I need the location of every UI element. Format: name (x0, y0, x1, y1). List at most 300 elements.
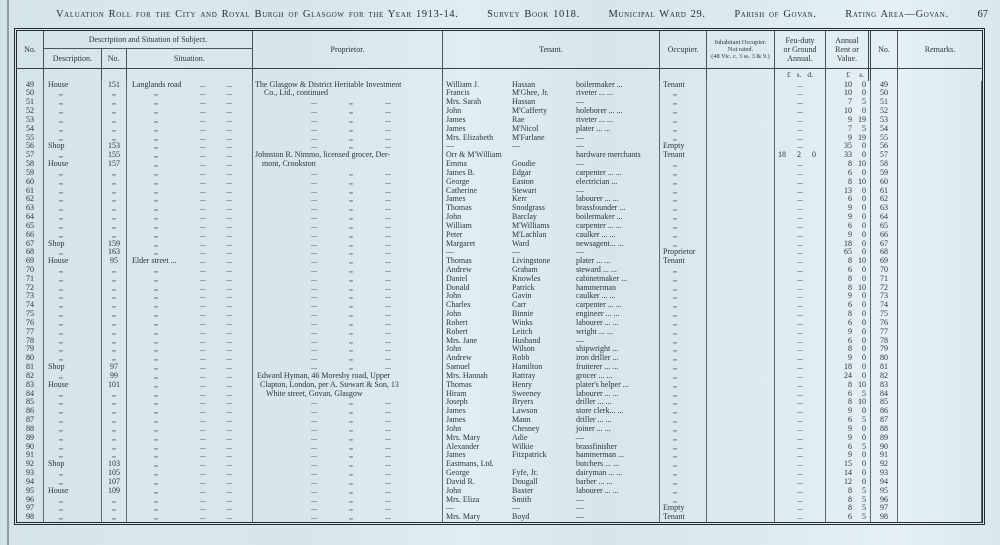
rent-shillings: 0 (862, 195, 866, 204)
cell-entry-no-right: 52 (871, 107, 898, 116)
cell-description: ,, (44, 337, 102, 346)
cell-situation: ,, ... ... (127, 398, 253, 407)
tenant-first-name: — (446, 504, 454, 513)
tenant-surname: Gavin (512, 292, 532, 301)
rent-shillings: 0 (862, 318, 866, 327)
cell-entry-no-right: 95 (871, 487, 898, 496)
cell-description: ,, (44, 345, 102, 354)
cell-entry-no-right: 89 (871, 434, 898, 443)
cell-remarks (898, 284, 982, 293)
cell-entry-no: 52 (17, 107, 44, 116)
cell-inhabitant-occupier (707, 381, 775, 390)
cell-annual-rent (826, 257, 871, 266)
cell-situation: ,, ... ... (127, 169, 253, 178)
cell-tenant (443, 204, 660, 213)
rent-pounds: 10 (844, 89, 852, 98)
cell-situation: ,, ... ... (127, 231, 253, 240)
cell-occupier: ,, (660, 116, 707, 125)
cell-situation: ,, ... ... (127, 478, 253, 487)
cell-street-no: ,, (102, 328, 127, 337)
column-group-description-situation (44, 31, 253, 68)
page-title (56, 9, 988, 20)
cell-entry-no-right: 65 (871, 222, 898, 231)
cell-tenant (443, 381, 660, 390)
cell-description: Shop (44, 142, 102, 151)
tenant-occupation: barber ... ... (576, 477, 613, 486)
annual-rent-units: £ s. (826, 69, 871, 81)
cell-annual-rent (826, 504, 871, 513)
tenant-occupation: — (576, 133, 584, 142)
cell-inhabitant-occupier (707, 496, 775, 505)
cell-situation: ,, ... ... (127, 372, 253, 381)
cell-street-no: ,, (102, 513, 127, 522)
cell-tenant (443, 213, 660, 222)
cell-annual-rent (826, 89, 871, 98)
table-header (17, 31, 982, 69)
cell-inhabitant-occupier (707, 372, 775, 381)
tenant-first-name: Mrs. Sarah (446, 98, 482, 107)
table-row (17, 390, 982, 399)
table-row (17, 266, 982, 275)
cell-entry-no-right: 75 (871, 310, 898, 319)
table-row (17, 98, 982, 107)
tenant-occupation: hardware merchants (576, 151, 641, 160)
cell-entry-no: 67 (17, 240, 44, 249)
tenant-occupation: plater ... ... (576, 124, 611, 133)
rent-shillings: 0 (862, 168, 866, 177)
cell-proprietor: ... ,, ... (253, 98, 443, 107)
rent-pounds: 18 (844, 239, 852, 248)
table-row (17, 398, 982, 407)
cell-inhabitant-occupier (707, 425, 775, 434)
cell-feu-duty: ... (775, 310, 826, 319)
tenant-occupation: hammerman ... (576, 451, 624, 460)
rent-shillings: 10 (858, 177, 866, 186)
cell-feu-duty: ... (775, 416, 826, 425)
tenant-occupation: hammerman (576, 283, 616, 292)
cell-proprietor: The Glasgow & District Heritable Investment (253, 81, 443, 90)
rent-pounds: 18 (844, 363, 852, 372)
cell-proprietor: ... ,, ... (253, 134, 443, 143)
tenant-first-name: David R. (446, 477, 475, 486)
cell-feu-duty: ... (775, 231, 826, 240)
cell-feu-duty: ... (775, 496, 826, 505)
table-row (17, 134, 982, 143)
cell-situation: ,, ... ... (127, 248, 253, 257)
rent-shillings: 5 (862, 442, 866, 451)
cell-description: ,, (44, 496, 102, 505)
cell-inhabitant-occupier (707, 513, 775, 522)
cell-inhabitant-occupier (707, 151, 775, 160)
table-row (17, 301, 982, 310)
cell-remarks (898, 89, 982, 98)
tenant-occupation: driller ... ... (576, 416, 612, 425)
cell-feu-duty: ... (775, 81, 826, 90)
tenant-occupation: — (576, 160, 584, 169)
cell-description: ,, (44, 434, 102, 443)
cell-situation: ,, ... ... (127, 266, 253, 275)
rent-pounds: 6 (848, 416, 852, 425)
cell-street-no: 99 (102, 372, 127, 381)
cell-inhabitant-occupier (707, 81, 775, 90)
cell-entry-no-right: 54 (871, 125, 898, 134)
cell-street-no: 105 (102, 469, 127, 478)
cell-proprietor: ... ,, ... (253, 248, 443, 257)
tenant-occupation: boilermaker ... (576, 80, 623, 89)
cell-tenant (443, 178, 660, 187)
cell-situation: ,, ... ... (127, 275, 253, 284)
cell-occupier: ,, (660, 284, 707, 293)
table-row (17, 187, 982, 196)
valuation-table (14, 28, 985, 525)
cell-annual-rent (826, 248, 871, 257)
table-row (17, 107, 982, 116)
rent-shillings: 0 (862, 142, 866, 151)
rent-pounds: 6 (848, 221, 852, 230)
cell-feu-duty: ... (775, 204, 826, 213)
cell-entry-no-right: 58 (871, 160, 898, 169)
rent-pounds: 12 (844, 477, 852, 486)
tenant-occupation: engineer ... ... (576, 310, 620, 319)
cell-entry-no-right: 87 (871, 416, 898, 425)
tenant-occupation: cabinetmaker ... (576, 274, 628, 283)
cell-proprietor: ... ,, ... (253, 328, 443, 337)
cell-situation: ,, ... ... (127, 301, 253, 310)
cell-street-no: ,, (102, 222, 127, 231)
cell-remarks (898, 98, 982, 107)
table-row (17, 222, 982, 231)
cell-entry-no: 90 (17, 443, 44, 452)
cell-entry-no-right: 92 (871, 460, 898, 469)
cell-proprietor: ... ,, ... (253, 345, 443, 354)
cell-tenant (443, 169, 660, 178)
tenant-first-name: Robert (446, 327, 468, 336)
cell-feu-duty: ... (775, 434, 826, 443)
tenant-occupation: — (576, 186, 584, 195)
cell-feu-duty: ... (775, 443, 826, 452)
tenant-occupation: driller ... ... (576, 398, 612, 407)
tenant-occupation: electrician ... (576, 177, 618, 186)
tenant-occupation: iron driller ... (576, 354, 619, 363)
cell-occupier: ,, (660, 478, 707, 487)
cell-street-no: ,, (102, 390, 127, 399)
cell-entry-no-right: 62 (871, 195, 898, 204)
table-row (17, 169, 982, 178)
cell-proprietor: ... ,, ... (253, 231, 443, 240)
rent-shillings: 0 (862, 301, 866, 310)
tenant-first-name: Andrew (446, 265, 472, 274)
tenant-occupation: riveter ... ... (576, 115, 613, 124)
cell-annual-rent (826, 451, 871, 460)
cell-tenant (443, 116, 660, 125)
tenant-surname: Barclay (512, 213, 537, 222)
cell-occupier: ,, (660, 204, 707, 213)
cell-remarks (898, 460, 982, 469)
cell-feu-duty: ... (775, 407, 826, 416)
cell-annual-rent (826, 372, 871, 381)
cell-occupier: ,, (660, 160, 707, 169)
tenant-surname: Hassan (512, 98, 536, 107)
cell-feu-duty: ... (775, 187, 826, 196)
cell-proprietor: ... ,, ... (253, 434, 443, 443)
cell-situation: ,, ... ... (127, 134, 253, 143)
cell-occupier: Tenant (660, 513, 707, 522)
tenant-occupation: — (576, 433, 584, 442)
rent-shillings: 0 (862, 204, 866, 213)
cell-inhabitant-occupier (707, 434, 775, 443)
table-row (17, 496, 982, 505)
cell-entry-no-right: 83 (871, 381, 898, 390)
cell-tenant (443, 478, 660, 487)
cell-occupier: ,, (660, 231, 707, 240)
cell-inhabitant-occupier (707, 98, 775, 107)
table-row (17, 372, 982, 381)
tenant-first-name: Andrew (446, 354, 472, 363)
cell-description: ,, (44, 116, 102, 125)
tenant-surname: Adie (512, 433, 528, 442)
cell-feu-duty: ... (775, 478, 826, 487)
cell-situation: ,, ... ... (127, 363, 253, 372)
cell-remarks (898, 231, 982, 240)
cell-entry-no-right: 51 (871, 98, 898, 107)
cell-occupier: ,, (660, 443, 707, 452)
cell-tenant (443, 460, 660, 469)
tenant-first-name: George (446, 177, 470, 186)
cell-annual-rent (826, 160, 871, 169)
cell-occupier: ,, (660, 134, 707, 143)
cell-description: ,, (44, 328, 102, 337)
cell-proprietor: ... ,, ... (253, 407, 443, 416)
tenant-occupation: newsagent... ... (576, 239, 624, 248)
table-row (17, 142, 982, 151)
rent-pounds: 7 (848, 98, 852, 107)
rent-pounds: 33 (844, 151, 852, 160)
table-row (17, 337, 982, 346)
cell-occupier: ,, (660, 222, 707, 231)
tenant-surname: Carr (512, 301, 527, 310)
group-header-label: Description and Situation of Subject. (44, 31, 252, 49)
cell-entry-no-right: 94 (871, 478, 898, 487)
cell-proprietor: ... ,, ... (253, 195, 443, 204)
cell-entry-no: 63 (17, 204, 44, 213)
rent-pounds: 24 (844, 371, 852, 380)
cell-entry-no-right: 59 (871, 169, 898, 178)
rent-pounds: 6 (848, 336, 852, 345)
tenant-surname: Mann (512, 416, 531, 425)
cell-proprietor: ... ,, ... (253, 275, 443, 284)
cell-inhabitant-occupier (707, 310, 775, 319)
tenant-surname: Rattray (512, 371, 536, 380)
cell-description: ,, (44, 301, 102, 310)
tenant-occupation: plater's helper ... (576, 380, 629, 389)
cell-entry-no: 84 (17, 390, 44, 399)
cell-entry-no-right: 57 (871, 151, 898, 160)
cell-tenant (443, 513, 660, 522)
cell-tenant (443, 160, 660, 169)
table-row (17, 151, 982, 160)
cell-tenant (443, 310, 660, 319)
rent-pounds: 8 (848, 274, 852, 283)
cell-annual-rent (826, 363, 871, 372)
cell-remarks (898, 337, 982, 346)
cell-situation: ,, ... ... (127, 107, 253, 116)
cell-entry-no-right: 69 (871, 257, 898, 266)
cell-annual-rent (826, 390, 871, 399)
cell-tenant (443, 390, 660, 399)
tenant-surname: Sweeney (512, 389, 541, 398)
rent-shillings: 0 (862, 469, 866, 478)
tenant-first-name: John (446, 310, 462, 319)
cell-inhabitant-occupier (707, 469, 775, 478)
table-row (17, 407, 982, 416)
cell-annual-rent (826, 240, 871, 249)
cell-entry-no-right: 60 (871, 178, 898, 187)
cell-feu-duty: ... (775, 337, 826, 346)
cell-annual-rent (826, 443, 871, 452)
cell-entry-no-right: 49 (871, 81, 898, 90)
cell-tenant (443, 372, 660, 381)
title-main: Valuation Roll for the City and Royal Burgh of Glasgow for the Year 1913-14. (56, 9, 459, 20)
table-row (17, 240, 982, 249)
cell-tenant (443, 301, 660, 310)
cell-annual-rent (826, 292, 871, 301)
tenant-first-name: John (446, 107, 462, 116)
cell-inhabitant-occupier (707, 195, 775, 204)
cell-entry-no: 87 (17, 416, 44, 425)
cell-remarks (898, 425, 982, 434)
cell-annual-rent (826, 496, 871, 505)
cell-remarks (898, 292, 982, 301)
cell-remarks (898, 204, 982, 213)
cell-proprietor: mont, Crookston (253, 160, 443, 169)
table-row (17, 451, 982, 460)
cell-description: ,, (44, 275, 102, 284)
cell-street-no: 109 (102, 487, 127, 496)
table-row (17, 204, 982, 213)
cell-description: House (44, 487, 102, 496)
cell-tenant (443, 354, 660, 363)
cell-proprietor: ... ,, ... (253, 460, 443, 469)
cell-annual-rent (826, 354, 871, 363)
cell-remarks (898, 496, 982, 505)
table-row (17, 328, 982, 337)
cell-feu-duty: ... (775, 240, 826, 249)
tenant-surname: Lawson (512, 407, 538, 416)
tenant-first-name: — (446, 142, 454, 151)
tenant-surname: Graham (512, 265, 538, 274)
cell-street-no: ,, (102, 98, 127, 107)
cell-occupier: ,, (660, 460, 707, 469)
cell-street-no: ,, (102, 301, 127, 310)
tenant-first-name: Francis (446, 89, 470, 98)
cell-feu-duty: ... (775, 248, 826, 257)
tenant-surname: Dougall (512, 477, 538, 486)
cell-street-no: ,, (102, 434, 127, 443)
cell-street-no: ,, (102, 195, 127, 204)
cell-description: Shop (44, 460, 102, 469)
cell-occupier: ,, (660, 187, 707, 196)
cell-entry-no-right: 71 (871, 275, 898, 284)
cell-remarks (898, 257, 982, 266)
cell-street-no: ,, (102, 451, 127, 460)
cell-feu-duty: ... (775, 284, 826, 293)
cell-annual-rent (826, 142, 871, 151)
rent-shillings: 5 (862, 416, 866, 425)
cell-feu-duty: ... (775, 425, 826, 434)
cell-proprietor: ... ,, ... (253, 513, 443, 522)
cell-situation: ,, ... ... (127, 310, 253, 319)
cell-proprietor: ... ,, ... (253, 398, 443, 407)
rent-shillings: 0 (862, 221, 866, 230)
cell-entry-no-right: 79 (871, 345, 898, 354)
cell-proprietor: ... ,, ... (253, 292, 443, 301)
cell-annual-rent (826, 98, 871, 107)
tenant-surname: M'Farlane (512, 133, 545, 142)
cell-annual-rent (826, 178, 871, 187)
cell-street-no: 157 (102, 160, 127, 169)
cell-remarks (898, 240, 982, 249)
tenant-surname: Chesney (512, 424, 540, 433)
cell-street-no: 107 (102, 478, 127, 487)
cell-remarks (898, 354, 982, 363)
cell-feu-duty: ... (775, 451, 826, 460)
cell-feu-duty: ... (775, 213, 826, 222)
cell-street-no: ,, (102, 266, 127, 275)
column-header-no-left: No. (17, 31, 44, 68)
rent-pounds: 13 (844, 186, 852, 195)
cell-situation: ,, ... ... (127, 354, 253, 363)
cell-proprietor: Johnston R. Nimmo, licensed grocer, Der- (253, 151, 443, 160)
tenant-first-name: Mrs. Mary (446, 433, 481, 442)
title-municipal-ward: Municipal Ward 29. (608, 9, 706, 20)
cell-inhabitant-occupier (707, 160, 775, 169)
tenant-occupation: plater ... ... (576, 257, 611, 266)
cell-street-no: ,, (102, 107, 127, 116)
tenant-first-name: Mrs. Hannah (446, 371, 488, 380)
tenant-first-name: Charles (446, 301, 471, 310)
cell-entry-no: 59 (17, 169, 44, 178)
cell-remarks (898, 390, 982, 399)
cell-situation: Langlands road ... ... (127, 81, 253, 90)
cell-occupier: ,, (660, 390, 707, 399)
rent-pounds: 6 (848, 301, 852, 310)
column-header-situation: Situation. (173, 53, 205, 63)
tenant-first-name: John (446, 292, 462, 301)
cell-situation: ,, ... ... (127, 381, 253, 390)
cell-entry-no: 74 (17, 301, 44, 310)
table-row (17, 125, 982, 134)
rent-shillings: 0 (862, 151, 866, 160)
cell-situation: ,, ... ... (127, 98, 253, 107)
cell-inhabitant-occupier (707, 240, 775, 249)
tenant-occupation: labourer ... ... (576, 318, 619, 327)
cell-feu-duty: ... (775, 275, 826, 284)
cell-description: House (44, 381, 102, 390)
tenant-occupation: brassfounder ... (576, 204, 626, 213)
tenant-first-name: Mrs. Mary (446, 513, 481, 522)
tenant-surname: Goudie (512, 160, 536, 169)
cell-feu-duty: ... (775, 89, 826, 98)
rent-shillings: 10 (858, 283, 866, 292)
table-row (17, 504, 982, 513)
cell-entry-no: 88 (17, 425, 44, 434)
cell-tenant (443, 134, 660, 143)
tenant-surname: — (512, 142, 520, 151)
tenant-first-name: James (446, 124, 466, 133)
cell-inhabitant-occupier (707, 443, 775, 452)
cell-feu-duty: ... (775, 125, 826, 134)
tenant-first-name: James (446, 451, 466, 460)
